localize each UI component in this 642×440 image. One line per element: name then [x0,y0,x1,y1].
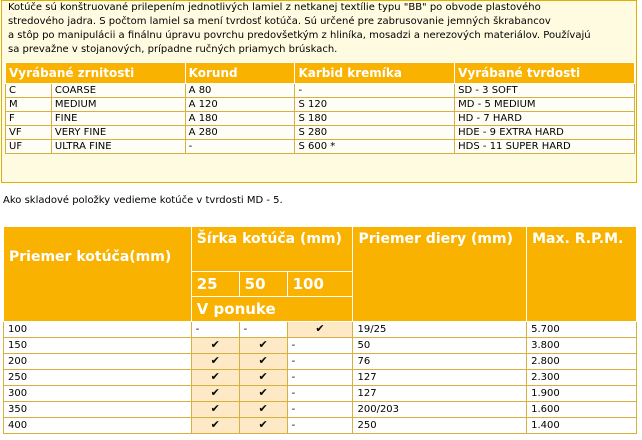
header-karbid: Karbid kremíka [295,63,455,84]
intro-line: Kotúče sú konštruované prilepením jednotlivých lamiel z netkanej textílie typu "BB" po obvode plastového [8,2,541,13]
intro-line: sa prevažne v stojanových, prípadne ručných priamych brúskach. [8,44,338,55]
diameter-value: 300 [4,386,192,402]
grit-name: COARSE [51,84,185,98]
stock-note: Ako skladové položky vedieme kotúče v tvrdosti MD - 5. [3,195,283,206]
grit-code: C [6,84,52,98]
karbid-value: - [295,84,455,98]
hole-value: 50 [353,338,527,354]
width-50-check [239,338,287,354]
width-25-check [191,418,239,434]
hole-value: 127 [353,386,527,402]
header-korund: Korund [185,63,295,84]
checkmark-icon: ✔ [258,386,268,399]
checkmark-icon: ✔ [258,418,268,431]
width-100-value: - [287,386,353,402]
korund-value: A 120 [185,98,295,112]
korund-value: A 180 [185,112,295,126]
rpm-value: 3.800 [527,338,637,354]
diameter-value: 400 [4,418,192,434]
width-100-value: - [287,354,353,370]
hole-value: 127 [353,370,527,386]
header-width-50: 50 [239,272,287,297]
rpm-value: 1.600 [527,402,637,418]
rpm-value: 2.800 [527,354,637,370]
width-100-value: - [287,338,353,354]
hardness-value: HD - 7 HARD [455,112,635,126]
width-50-check [239,370,287,386]
table-row [4,370,637,386]
width-25-value: - [191,322,239,338]
width-25-check [191,386,239,402]
karbid-value: S 600 * [295,140,455,154]
karbid-value: S 180 [295,112,455,126]
rpm-value: 1.900 [527,386,637,402]
header-zrnitosti: Vyrábané zrnitosti [6,63,186,84]
table-row [6,98,635,112]
checkmark-icon: ✔ [210,402,220,415]
width-25-check [191,354,239,370]
width-25-check [191,338,239,354]
grit-table-header [6,63,635,84]
width-100-check [287,322,353,338]
hardness-value: SD - 3 SOFT [455,84,635,98]
checkmark-icon: ✔ [210,370,220,383]
diameter-value: 100 [4,322,192,338]
diameter-value: 250 [4,370,192,386]
rpm-value: 1.400 [527,418,637,434]
korund-value: - [185,140,295,154]
grit-code: VF [6,126,52,140]
korund-value: A 280 [185,126,295,140]
hole-value: 19/25 [353,322,527,338]
hardness-value: HDE - 9 EXTRA HARD [455,126,635,140]
width-25-check [191,402,239,418]
checkmark-icon: ✔ [210,354,220,367]
checkmark-icon: ✔ [210,338,220,351]
header-width-100: 100 [287,272,353,297]
diameter-value: 350 [4,402,192,418]
hole-value: 200/203 [353,402,527,418]
intro-line: stredového jadra. S počtom lamiel sa mení tvrdosť kotúča. Sú určené pre zabrusovanie jemných škrabancov [8,16,551,27]
checkmark-icon: ✔ [210,386,220,399]
width-25-check [191,370,239,386]
table-row [4,402,637,418]
karbid-value: S 120 [295,98,455,112]
rpm-value: 5.700 [527,322,637,338]
table-row [6,112,635,126]
checkmark-icon: ✔ [258,370,268,383]
table-row [4,418,637,434]
table-row [4,322,637,338]
width-50-check [239,354,287,370]
header-width-25: 25 [191,272,239,297]
grit-code: UF [6,140,52,154]
intro-line: a stôp po manipulácii a finálnu úpravu povrchu predovšetkým z hliníka, mosadzi a nerezových materiálov. Používajú [8,30,591,41]
header-priemer: Priemer kotúča(mm) [4,227,192,322]
checkmark-icon: ✔ [210,418,220,431]
header-v-ponuke: V ponuke [191,297,353,322]
grit-name: FINE [51,112,185,126]
grit-name: MEDIUM [51,98,185,112]
hardness-value: HDS - 11 SUPER HARD [455,140,635,154]
grit-code: F [6,112,52,126]
width-50-check [239,386,287,402]
rpm-value: 2.300 [527,370,637,386]
size-table [3,226,637,434]
intro-text [8,1,636,57]
header-sirka: Šírka kotúča (mm) [191,227,353,272]
hole-value: 76 [353,354,527,370]
grit-table [5,62,635,154]
diameter-value: 200 [4,354,192,370]
checkmark-icon: ✔ [258,354,268,367]
korund-value: A 80 [185,84,295,98]
table-row [4,354,637,370]
header-rpm: Max. R.P.M. [527,227,637,322]
table-row [4,338,637,354]
width-100-value: - [287,402,353,418]
hardness-value: MD - 5 MEDIUM [455,98,635,112]
width-100-value: - [287,418,353,434]
checkmark-icon: ✔ [258,402,268,415]
checkmark-icon: ✔ [258,338,268,351]
header-tvrdosti: Vyrábané tvrdosti [455,63,635,84]
table-row [6,84,635,98]
header-diera: Priemer diery (mm) [353,227,527,322]
karbid-value: S 280 [295,126,455,140]
table-row [4,386,637,402]
diameter-value: 150 [4,338,192,354]
width-50-check [239,402,287,418]
grit-name: VERY FINE [51,126,185,140]
grit-name: ULTRA FINE [51,140,185,154]
width-50-value: - [239,322,287,338]
width-50-check [239,418,287,434]
hole-value: 250 [353,418,527,434]
checkmark-icon: ✔ [315,322,325,335]
size-table-header [4,227,637,272]
width-100-value: - [287,370,353,386]
table-row [6,126,635,140]
table-row [6,140,635,154]
grit-code: M [6,98,52,112]
